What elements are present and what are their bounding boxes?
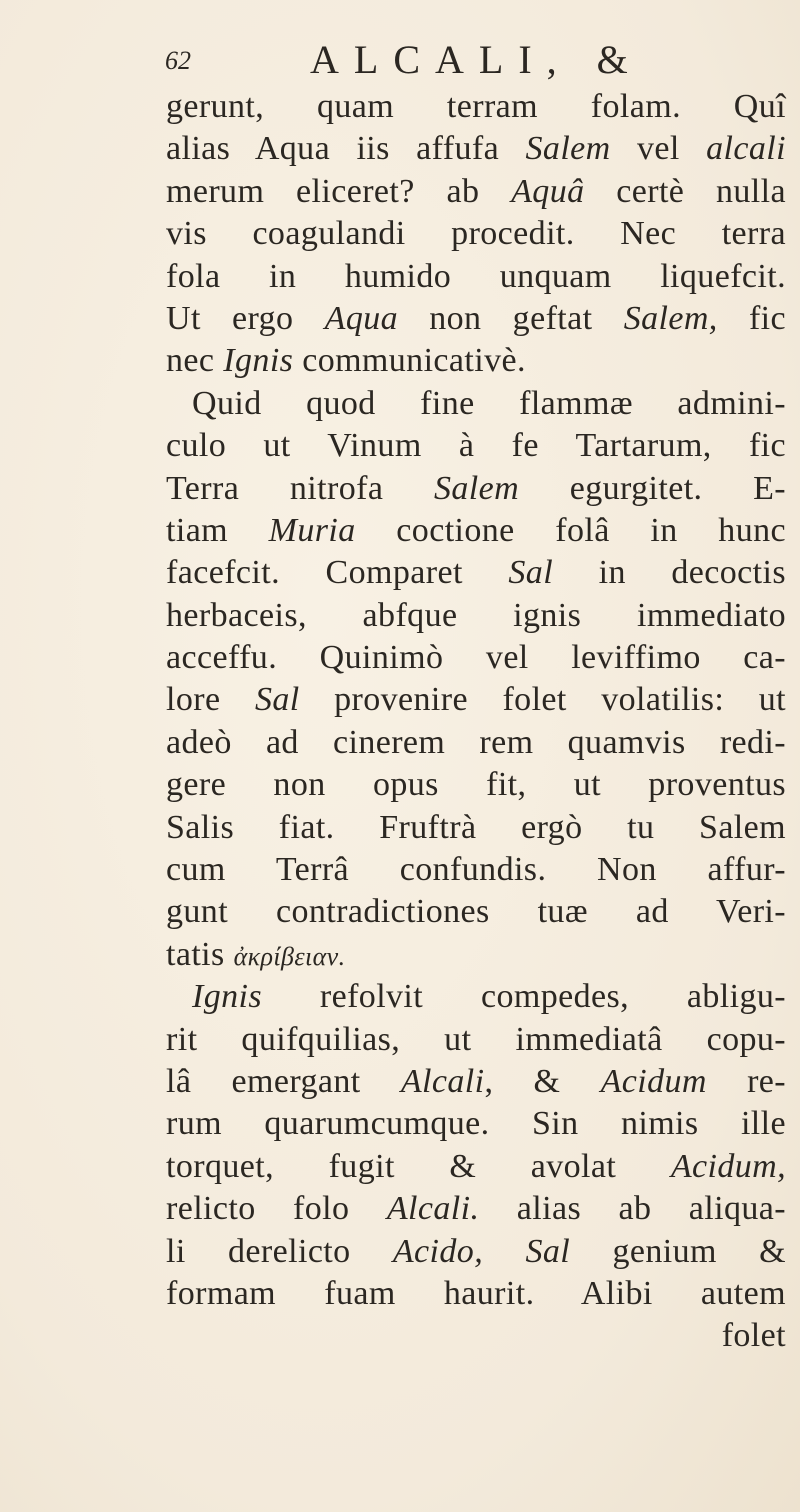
text-segment: torquet, fugit & avolat <box>166 1147 671 1185</box>
text-segment: culo ut Vinum à fe Tartarum, fic <box>166 427 786 465</box>
text-line <box>166 679 786 721</box>
text-segment: non geftat <box>398 299 624 337</box>
text-segment: herbaceis, abfque ignis immediato <box>166 596 786 634</box>
italic-text: Salem <box>525 130 611 168</box>
text-segment: Terra nitrofa <box>166 469 434 507</box>
text-segment: coctione folâ in hunc <box>355 511 786 549</box>
text-segment: cum Terrâ confundis. Non affur- <box>166 851 786 889</box>
italic-text: Aqua <box>324 299 399 337</box>
page-header <box>165 32 785 82</box>
text-line <box>166 468 786 510</box>
text-line <box>166 764 786 806</box>
text-segment: Ut ergo <box>166 299 325 337</box>
text-line <box>166 1061 786 1103</box>
text-line <box>166 1019 786 1061</box>
italic-text: Acidum, <box>670 1147 786 1185</box>
text-segment: fic <box>717 299 787 337</box>
text-segment: adeò ad cinerem rem quamvis redi- <box>166 723 786 761</box>
greek-word: ἀκρίβειαν. <box>233 941 346 971</box>
text-segment: lore <box>166 681 255 719</box>
text-line <box>166 891 786 933</box>
text-line <box>166 171 786 213</box>
text-segment: , & <box>484 1062 601 1100</box>
italic-text: Acidum <box>600 1062 707 1100</box>
text-segment: rum quarumcumque. Sin nimis ille <box>166 1105 786 1143</box>
text-segment: certè nulla <box>584 172 786 210</box>
text-segment: tatis <box>166 935 234 973</box>
text-segment: fola in humido unquam liquefcit. <box>166 257 786 295</box>
text-line <box>166 383 786 425</box>
body-text <box>166 86 786 1358</box>
text-segment: in decoctis <box>553 554 786 592</box>
italic-text: Alcali <box>400 1062 485 1100</box>
text-line <box>166 1231 786 1273</box>
italic-text: Sal <box>508 554 554 592</box>
text-line <box>166 1188 786 1230</box>
text-line <box>166 849 786 891</box>
text-segment: nec <box>166 342 224 380</box>
text-line <box>166 976 786 1018</box>
text-segment: gunt contradictiones tuæ ad Veri- <box>166 893 786 931</box>
italic-text: Salem <box>433 469 520 507</box>
text-segment: tiam <box>166 511 269 549</box>
text-line <box>166 425 786 467</box>
italic-text: Sal <box>525 1232 571 1270</box>
text-segment <box>483 1233 525 1270</box>
text-line <box>166 637 786 679</box>
italic-text: alcali <box>706 130 786 168</box>
italic-text: Aquâ <box>511 172 585 210</box>
page-number: 62 <box>165 46 191 75</box>
text-segment: vis coagulandi procedit. Nec terra <box>166 215 786 253</box>
italic-text: Salem, <box>623 299 718 337</box>
text-line <box>166 510 786 552</box>
text-segment: facefcit. Comparet <box>166 554 509 592</box>
text-line <box>166 256 786 298</box>
text-segment: genium & <box>570 1232 787 1270</box>
text-segment: formam fuam haurit. Alibi autem <box>166 1274 786 1312</box>
text-segment: communicativè. <box>293 342 526 380</box>
text-segment: egurgitet. E- <box>519 469 786 507</box>
text-segment: refolvit compedes, abligu- <box>262 978 786 1016</box>
text-line <box>166 595 786 637</box>
text-line <box>166 807 786 849</box>
text-line <box>166 934 786 976</box>
italic-text: Alcali. <box>386 1190 480 1228</box>
text-line <box>166 298 786 340</box>
text-line <box>166 1315 786 1357</box>
text-segment: acceffu. Quinimò vel leviffimo ca- <box>166 639 786 677</box>
text-segment: alias Aqua iis affufa <box>166 130 526 168</box>
italic-text: Ignis <box>223 342 294 380</box>
text-segment: gere non opus fit, ut proventus <box>166 766 786 804</box>
text-segment: lâ emergant <box>166 1062 401 1100</box>
text-segment: relicto folo <box>166 1190 387 1228</box>
text-line <box>166 128 786 170</box>
text-line <box>166 340 786 382</box>
text-segment: re- <box>706 1062 786 1100</box>
text-segment: vel <box>610 130 707 168</box>
text-line <box>166 1103 786 1145</box>
text-line <box>166 722 786 764</box>
text-segment: folet <box>721 1317 786 1355</box>
text-line <box>166 1146 786 1188</box>
text-segment: rit quifquilias, ut immediatâ copu- <box>166 1020 786 1058</box>
italic-text: Sal <box>254 681 300 719</box>
text-line <box>166 552 786 594</box>
text-segment: provenire folet volatilis: ut <box>299 681 786 719</box>
italic-text: Muria <box>268 511 356 549</box>
italic-text: Acido, <box>392 1232 484 1270</box>
italic-text: Ignis <box>192 978 262 1016</box>
text-segment: Salis fiat. Fruftrà ergò tu Salem <box>166 808 786 846</box>
text-segment: Quid quod fine flammæ admini- <box>192 384 786 422</box>
text-segment: merum eliceret? ab <box>166 172 512 210</box>
text-line <box>166 213 786 255</box>
text-line <box>166 86 786 128</box>
running-head: ALCALI, & <box>310 37 643 82</box>
text-segment: alias ab aliqua- <box>479 1190 787 1228</box>
text-segment: gerunt, quam terram folam. Quî <box>166 88 786 125</box>
text-segment: li derelicto <box>166 1232 393 1270</box>
text-line <box>166 1273 786 1315</box>
